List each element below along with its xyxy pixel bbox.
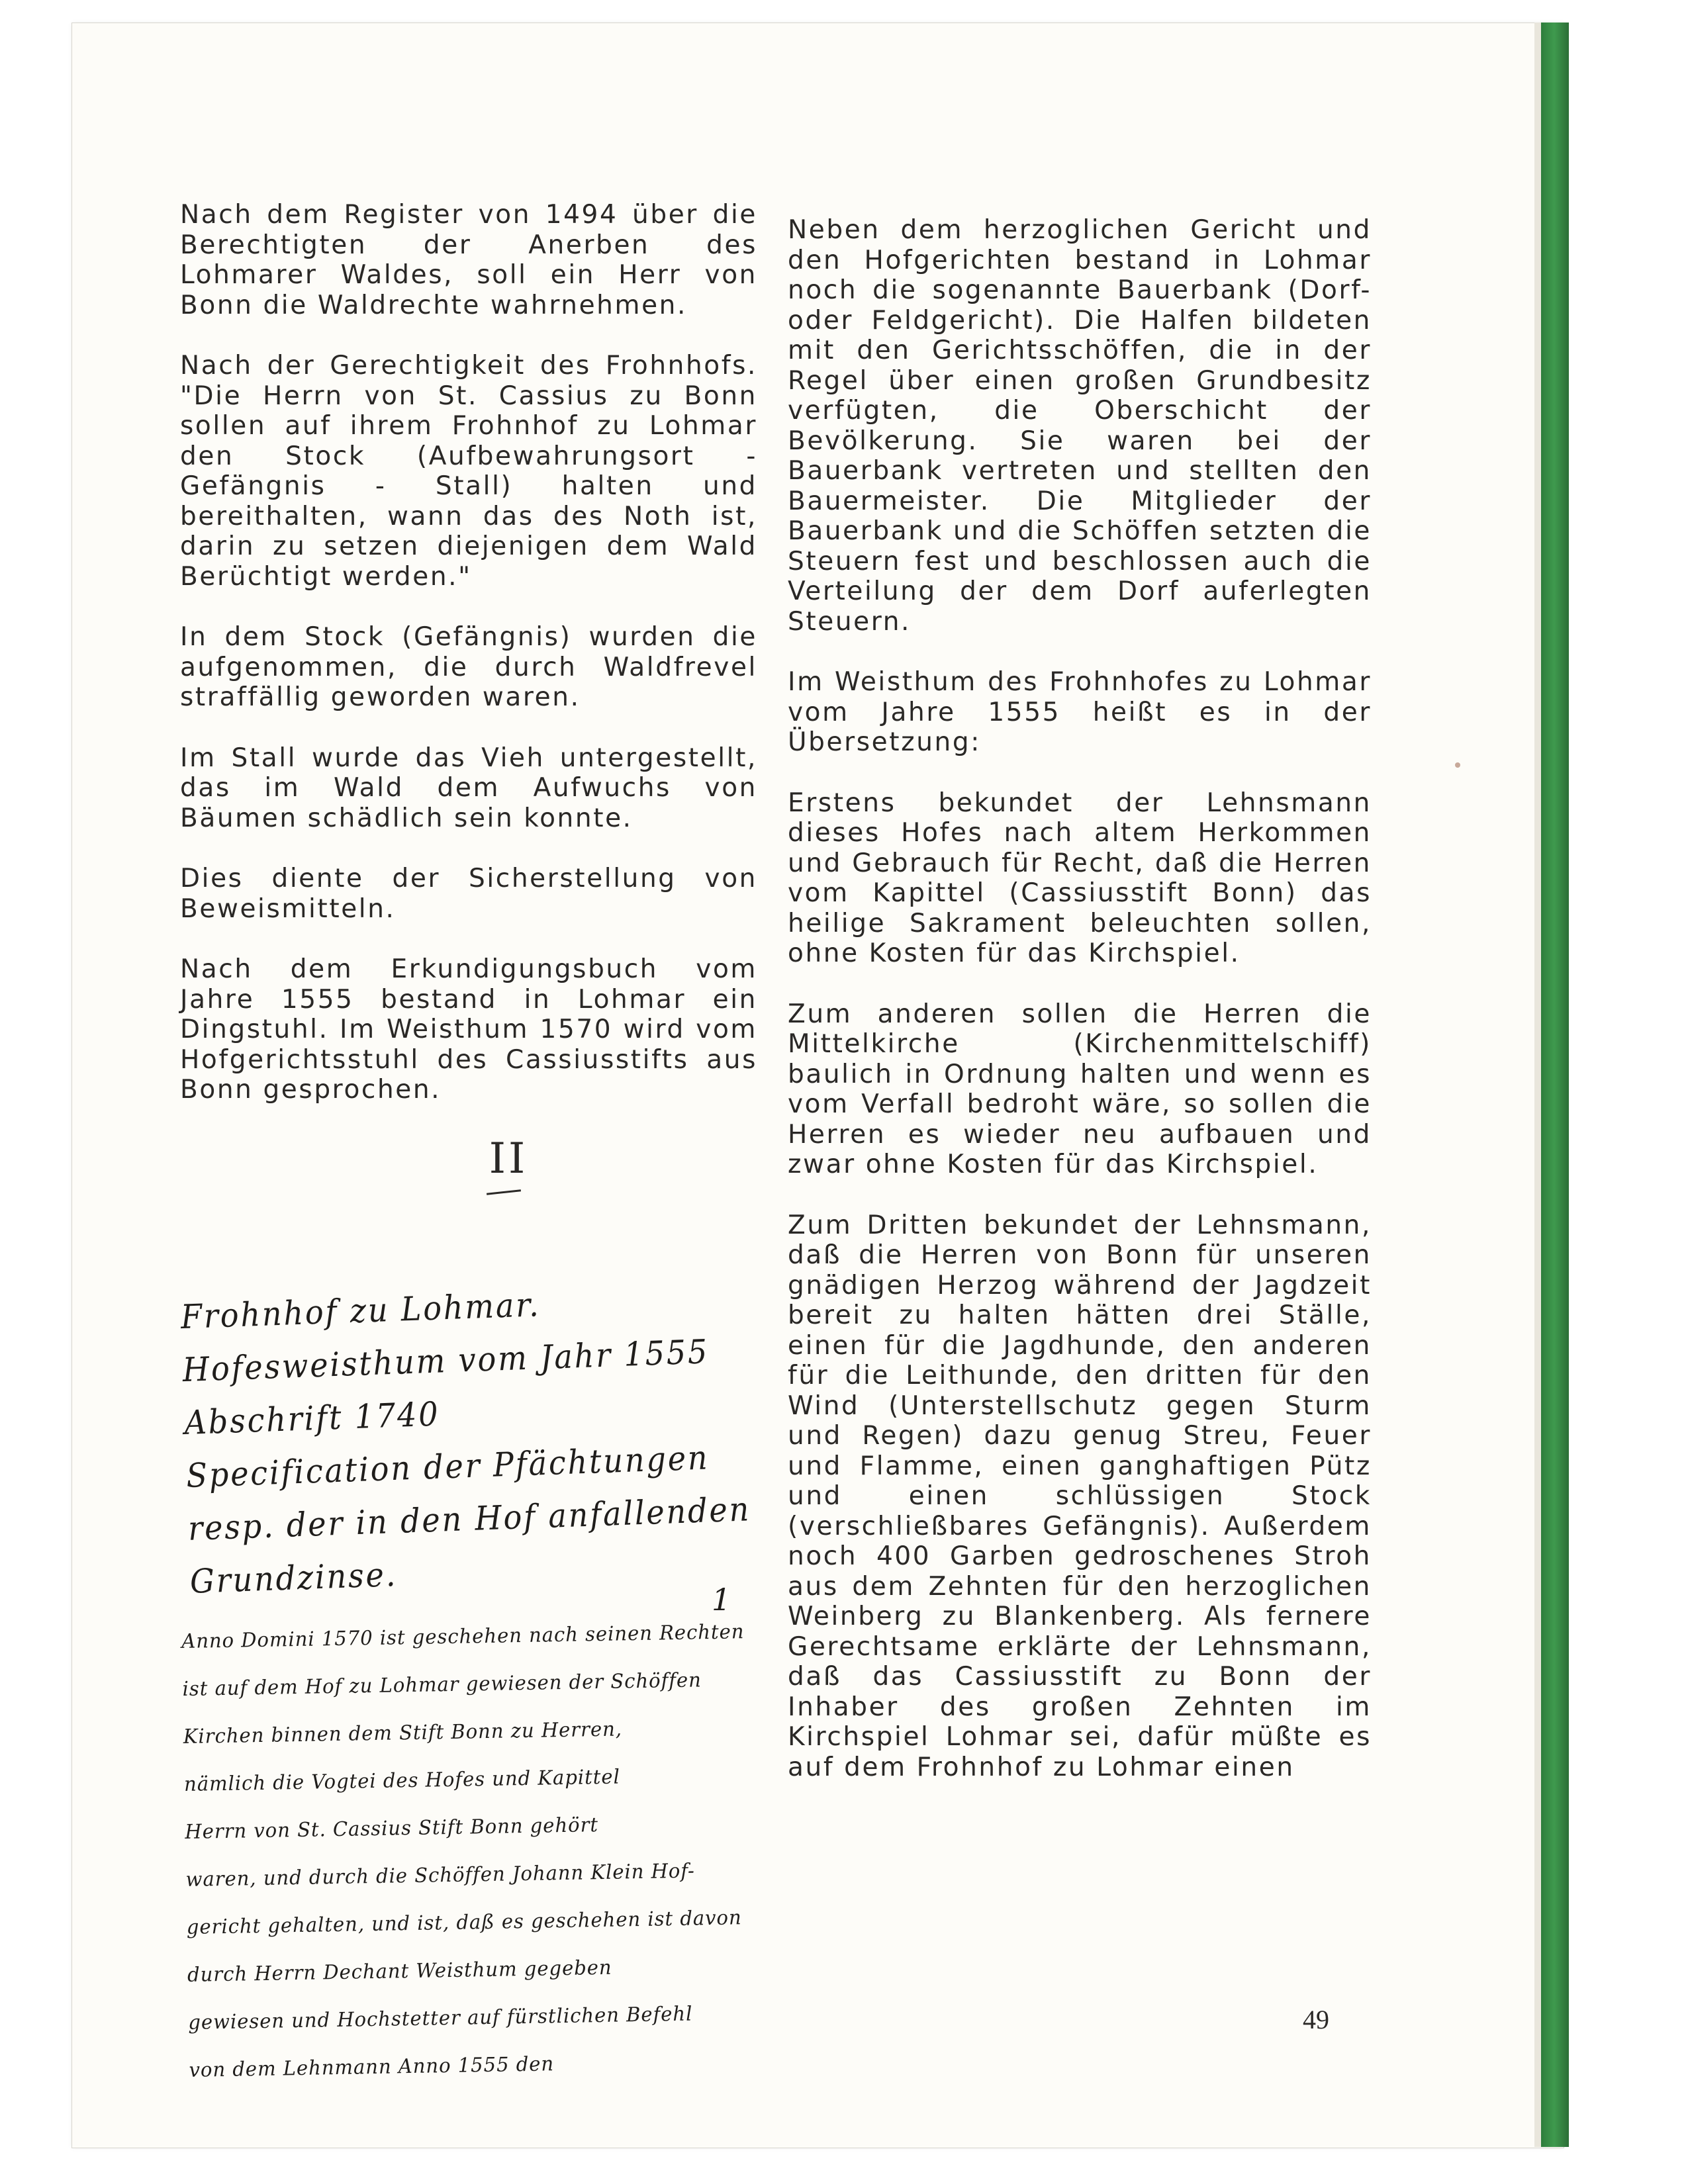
handwritten-line: Abschrift 1740 — [183, 1394, 441, 1443]
handwritten-line: waren, und durch die Schöffen Johann Klein Hof- — [185, 1859, 696, 1891]
handwritten-line: Herrn von St. Cassius Stift Bonn gehört — [185, 1813, 599, 1844]
left-text-column — [180, 200, 757, 1136]
paragraph: Neben dem herzoglichen Gericht und den Hofgerichten bestand in Lohmar noch die sogenannte Bauerbank (Dorf- oder Feldgericht). Die Halfen bildeten mit den Gerichtsschöffen, die in der Regel über einen großen Grundbesitz verfügten, die Oberschicht der Bevölkerung. Sie waren bei der Bauerbank vertreten und stellten den Bauermeister. Die Mitglieder der Bauerbank und die Schöffen setzten die Steuern fest und beschlossen auch die Verteilung der dem Dorf auferlegten Steuern. — [788, 215, 1372, 637]
handwritten-line: nämlich die Vogtei des Hofes und Kapittel — [183, 1765, 621, 1797]
handwritten-line: durch Herrn Dechant Weisthum gegeben — [187, 1956, 612, 1987]
paragraph: Nach dem Register von 1494 über die Berechtigten der Anerben des Lohmarer Waldes, soll ein Herr von Bonn die Waldrechte wahrnehmen. — [180, 200, 757, 320]
handwritten-line: von dem Lehnmann Anno 1555 den — [189, 2052, 555, 2082]
handwritten-line: Specification der Pfächtungen — [185, 1438, 710, 1495]
handwritten-line: ist auf dem Hof zu Lohmar gewiesen der Schöffen — [182, 1668, 702, 1702]
page-number: 49 — [1303, 2005, 1329, 2034]
paragraph: Im Weisthum des Frohnhofes zu Lohmar vom Jahre 1555 heißt es in der Übersetzung: — [788, 667, 1372, 757]
handwritten-line: Anno Domini 1570 ist geschehen nach seinen Rechten — [181, 1620, 745, 1654]
handwritten-line: Frohnhof zu Lohmar. — [180, 1285, 541, 1337]
handwritten-line: Hofesweisthum vom Jahr 1555 — [181, 1332, 710, 1390]
paragraph: Erstens bekundet der Lehnsmann dieses Hofes nach altem Herkommen und Gebrauch für Recht, daß die Herren vom Kapittel (Cassiusstift Bonn) das heilige Sakrament beleuchten sollen, ohne Kosten für das Kirchspiel. — [788, 788, 1372, 968]
paragraph: Zum anderen sollen die Herren die Mittelkirche (Kirchenmittelschiff) baulich in Ordnung halten und wenn es vom Verfall bedroht wäre, so sollen die Herren es wieder neu aufbauen und zwar ohne Kosten für das Kirchspiel. — [788, 999, 1372, 1179]
handwritten-manuscript-figure — [179, 1211, 761, 2082]
paragraph: Im Stall wurde das Vieh untergestellt, das im Wald dem Aufwuchs von Bäumen schädlich sein konnte. — [180, 743, 757, 833]
handwritten-page-marker: 1 — [712, 1582, 731, 1617]
figure-label: II — [489, 1134, 528, 1183]
right-text-column — [788, 215, 1372, 1813]
handwritten-line: gewiesen und Hochstetter auf fürstlichen Befehl — [188, 2002, 693, 2034]
paragraph: Nach der Gerechtigkeit des Frohnhofs. "Die Herrn von St. Cassius zu Bonn sollen auf ihrem Frohnhof zu Lohmar den Stock (Aufbewahrungsort - Gefängnis - Stall) halten und bereithalten, wann das des Noth ist, darin zu setzen diejenigen dem Wald Berüchtigt werden." — [180, 351, 757, 592]
book-cover-edge — [1534, 23, 1569, 2147]
paper-speck — [1455, 762, 1460, 768]
paragraph: Dies diente der Sicherstellung von Beweismitteln. — [180, 864, 757, 924]
handwritten-body — [181, 1608, 771, 2095]
handwritten-line: gericht gehalten, und ist, daß es geschehen ist davon — [186, 1906, 742, 1939]
paragraph: In dem Stock (Gefängnis) wurden die aufgenommen, die durch Waldfrevel straffällig geworden waren. — [180, 622, 757, 712]
paragraph: Zum Dritten bekundet der Lehnsmann, daß die Herren von Bonn für unseren gnädigen Herzog während der Jagdzeit bereit zu halten hätten drei Ställe, einen für die Jagdhunde, den anderen für die Leithunde, den dritten für den Wind (Unterstellschutz gegen Sturm und Regen) dazu genug Streu, Feuer und Flamme, einen ganghaftigen Pütz und einen schlüssigen Stock (verschließbares Gefängnis). Außerdem noch 400 Garben gedroschenes Stroh aus dem Zehnten für den herzoglichen Weinberg zu Blankenberg. Als fernere Gerechtsame erklärte der Lehnsmann, daß das Cassiusstift zu Bonn der Inhaber des großen Zehnten im Kirchspiel Lohmar sei, dafür müßte es auf dem Frohnhof zu Lohmar einen — [788, 1210, 1372, 1782]
handwritten-line: Grundzinse. — [189, 1555, 398, 1601]
paragraph: Nach dem Erkundigungsbuch vom Jahre 1555 bestand in Lohmar ein Dingstuhl. Im Weisthum 1570 wird vom Hofgerichtsstuhl des Cassiusstifts aus Bonn gesprochen. — [180, 954, 757, 1105]
handwritten-line: resp. der in den Hof anfallenden — [187, 1490, 751, 1548]
handwritten-line: Kirchen binnen dem Stift Bonn zu Herren, — [183, 1717, 623, 1749]
handwritten-title — [180, 1269, 800, 1608]
